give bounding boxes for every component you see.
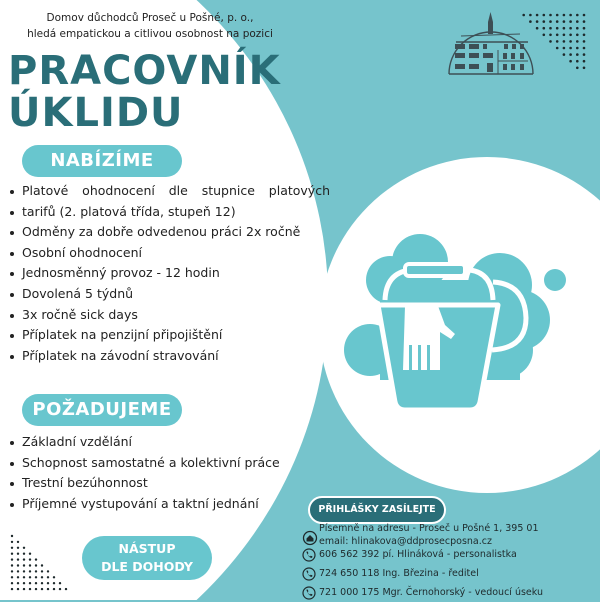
start-line-1: NÁSTUP — [118, 541, 176, 556]
list-item: Dovolená 5 týdnů — [8, 284, 330, 305]
phone-row[interactable] — [302, 545, 600, 564]
contact-phones — [302, 545, 600, 602]
intro-text — [0, 10, 300, 42]
requirements-list — [8, 432, 308, 514]
intro-line-2: hledá empatickou a citlivou osobnost na pozici — [27, 28, 273, 40]
list-item-continuation-text: tarifů (2. platová třída, stupeň 12) — [22, 203, 236, 219]
list-item: Trestní bezúhonnost — [8, 473, 308, 494]
phone-icon — [302, 586, 316, 600]
phone-row[interactable] — [302, 583, 600, 602]
list-item: Odměny za dobře odvedenou práci 2x ročně — [8, 222, 330, 243]
phone-row[interactable] — [302, 564, 600, 583]
phone-text: 606 562 392 pí. Hlináková - personalistka — [319, 549, 517, 560]
list-item: Příplatek na závodní stravování — [8, 346, 330, 367]
phone-icon — [302, 548, 316, 562]
phone-text: 721 000 175 Mgr. Černohorský - vedoucí úseku — [319, 587, 544, 598]
start-badge — [82, 536, 212, 580]
list-item: Příplatek na penzijní připojištění — [8, 325, 330, 346]
offer-heading: NABÍZÍME — [22, 145, 182, 177]
list-item: Platové ohodnocení dle stupnice platových — [8, 181, 330, 202]
start-line-2: DLE DOHODY — [101, 559, 193, 574]
list-item: Jednosměnný provoz - 12 hodin — [8, 263, 330, 284]
title-line-1: PRACOVNÍK — [8, 48, 281, 94]
phone-icon — [302, 567, 316, 581]
list-item: Schopnost samostatné a kolektivní práce — [8, 453, 308, 474]
list-item: Osobní ohodnocení — [8, 243, 330, 264]
page-title — [8, 50, 281, 134]
address-text: Písemně na adresu - Proseč u Pošné 1, 395 01 — [319, 523, 539, 534]
email-link[interactable]: email: hlinakova@ddprosecposna.cz — [319, 536, 492, 547]
phone-text: 724 650 118 Ing. Březina - ředitel — [319, 568, 479, 579]
requirements-heading: POŽADUJEME — [22, 394, 182, 426]
list-item: Příjemné vystupování a taktní jednání — [8, 494, 308, 515]
list-item: 3x ročně sick days — [8, 305, 330, 326]
list-item-continuation — [8, 202, 330, 223]
title-line-2: ÚKLIDU — [8, 90, 184, 136]
offer-list — [8, 181, 330, 366]
applications-heading: PŘIHLÁŠKY ZASÍLEJTE — [308, 496, 446, 524]
list-item: Základní vzdělání — [8, 432, 308, 453]
intro-line-1: Domov důchodců Proseč u Pošné, p. o., — [46, 12, 254, 24]
